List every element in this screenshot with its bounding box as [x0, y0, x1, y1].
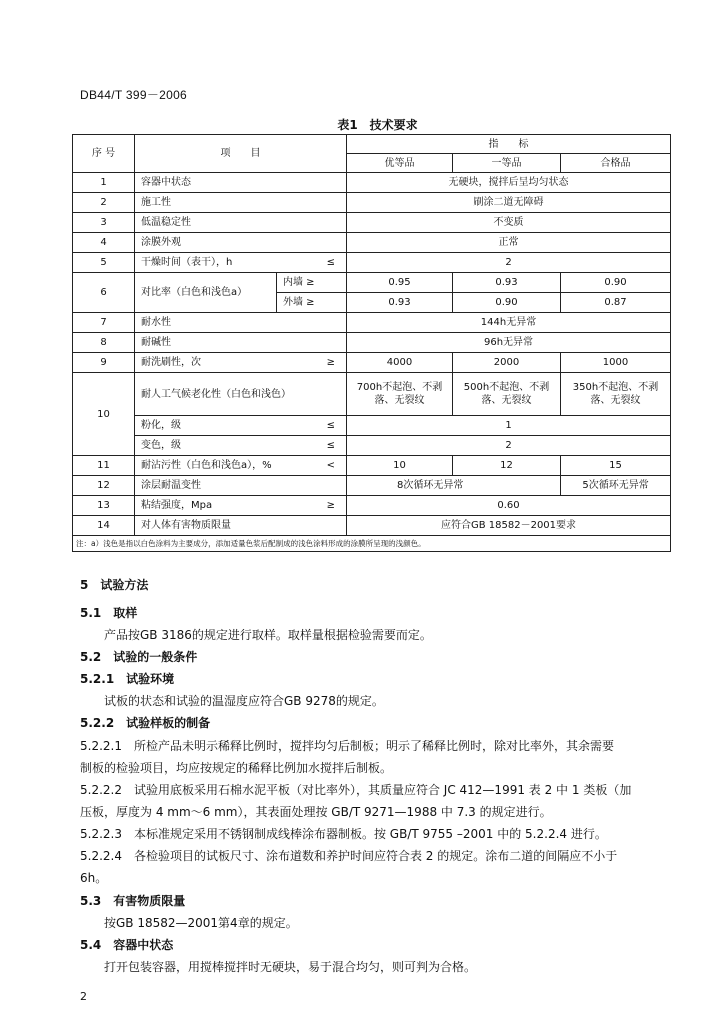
row-symbol: ≤ [326, 420, 335, 431]
row-item [135, 456, 347, 476]
row-no: 6 [73, 273, 135, 313]
row-item-label: 耐沾污性（白色和浅色a），% [141, 460, 272, 471]
section-heading: 5 试验方法 [80, 578, 149, 592]
row-no: 4 [73, 233, 135, 253]
row-item: 对比率（白色和浅色a） [135, 273, 277, 313]
row-value: 350h不起泡、不剥落、无裂纹 [561, 373, 671, 416]
row-item [135, 353, 347, 373]
row-item-label: 粉化，级 [141, 420, 181, 431]
row-item: 施工性 [135, 193, 347, 213]
row-value: 10 [347, 456, 453, 476]
standard-code: DB44/T 399－2006 [80, 88, 188, 102]
table-row [73, 353, 671, 373]
row-item [135, 253, 347, 273]
row-item: 低温稳定性 [135, 213, 347, 233]
row-no: 7 [73, 313, 135, 333]
row-value: 700h不起泡、不剥落、无裂纹 [347, 373, 453, 416]
table-row [73, 333, 671, 353]
col-header-item: 项 目 [135, 135, 347, 173]
row-symbol: ≤ [326, 440, 335, 451]
row-symbol: ≥ [326, 500, 335, 511]
table-row [73, 193, 671, 213]
row-value: 8次循环无异常 [347, 476, 561, 496]
row-item: 涂膜外观 [135, 233, 347, 253]
row-value: 15 [561, 456, 671, 476]
row-value: 500h不起泡、不剥落、无裂纹 [453, 373, 561, 416]
row-subitem [135, 436, 347, 456]
row-value: 无硬块，搅拌后呈均匀状态 [347, 173, 671, 193]
section-heading: 5.2.2 试验样板的制备 [80, 716, 211, 730]
row-no: 8 [73, 333, 135, 353]
section-heading: 5.1 取样 [80, 606, 138, 620]
row-no: 12 [73, 476, 135, 496]
row-item-label: 变色，级 [141, 440, 181, 451]
table-header-row [73, 135, 671, 154]
section-heading: 5.3 有害物质限量 [80, 894, 186, 908]
row-item: 容器中状态 [135, 173, 347, 193]
table-row [73, 456, 671, 476]
row-item: 耐人工气候老化性（白色和浅色） [135, 373, 347, 416]
paragraph: 5.2.2.2 试验用底板采用石棉水泥平板（对比率外），其质量应符合 JC 412—1991 表 2 中 1 类板（加 [80, 783, 632, 797]
table-row [73, 213, 671, 233]
row-no: 3 [73, 213, 135, 233]
row-item: 涂层耐温变性 [135, 476, 347, 496]
paragraph: 按GB 18582—2001第4章的规定。 [104, 916, 298, 930]
table-row [73, 233, 671, 253]
row-value: 144h无异常 [347, 313, 671, 333]
table-row [73, 416, 671, 436]
row-value: 0.90 [561, 273, 671, 293]
row-value: 不变质 [347, 213, 671, 233]
row-item-label: 干燥时间（表干），h [141, 257, 233, 268]
row-subitem: 内墙 ≥ [277, 273, 347, 293]
section-heading: 5.2.1 试验环境 [80, 672, 175, 686]
col-header-grade-first: 一等品 [453, 154, 561, 173]
paragraph: 5.2.2.4 各检验项目的试板尺寸、涂布道数和养护时间应符合表 2 的规定。涂布二道的间隔应不小于 [80, 849, 618, 863]
row-value: 0.93 [347, 293, 453, 313]
row-no: 13 [73, 496, 135, 516]
row-no: 10 [73, 373, 135, 456]
row-value: 正常 [347, 233, 671, 253]
col-header-grade-top: 优等品 [347, 154, 453, 173]
table-row [73, 436, 671, 456]
row-no: 2 [73, 193, 135, 213]
row-item: 耐碱性 [135, 333, 347, 353]
col-header-grade-pass: 合格品 [561, 154, 671, 173]
table-row [73, 273, 671, 293]
row-value: 96h无异常 [347, 333, 671, 353]
row-value: 4000 [347, 353, 453, 373]
row-no: 9 [73, 353, 135, 373]
row-subitem: 外墙 ≥ [277, 293, 347, 313]
table-title: 表1 技术要求 [337, 118, 418, 132]
row-value: 0.95 [347, 273, 453, 293]
table-row [73, 516, 671, 536]
row-item [135, 496, 347, 516]
row-item: 对人体有害物质限量 [135, 516, 347, 536]
row-item-label: 耐洗刷性，次 [141, 357, 201, 368]
row-value: 刷涂二道无障碍 [347, 193, 671, 213]
spec-table [72, 134, 671, 552]
row-value: 12 [453, 456, 561, 476]
paragraph: 6h。 [80, 871, 108, 885]
row-value: 1 [347, 416, 671, 436]
row-value: 2 [347, 253, 671, 273]
paragraph: 打开包装容器，用搅棒搅拌时无硬块，易于混合均匀，则可判为合格。 [104, 960, 477, 974]
row-value: 0.87 [561, 293, 671, 313]
row-item-label: 粘结强度，Mpa [141, 500, 213, 511]
table-row [73, 373, 671, 416]
row-value: 1000 [561, 353, 671, 373]
row-item: 耐水性 [135, 313, 347, 333]
paragraph: 产品按GB 3186的规定进行取样。取样量根据检验需要而定。 [104, 628, 432, 642]
row-no: 11 [73, 456, 135, 476]
table-row [73, 173, 671, 193]
table-note-row [73, 536, 671, 552]
paragraph: 制板的检验项目，均应按规定的稀释比例加水搅拌后制板。 [80, 761, 393, 775]
row-value: 2 [347, 436, 671, 456]
row-symbol: ≥ [326, 357, 335, 368]
paragraph: 5.2.2.1 所检产品未明示稀释比例时，搅拌均匀后制板；明示了稀释比例时，除对比率外，其余需要 [80, 739, 614, 753]
row-value: 2000 [453, 353, 561, 373]
page-number: 2 [80, 990, 87, 1003]
row-value: 0.60 [347, 496, 671, 516]
table-row [73, 253, 671, 273]
row-no: 1 [73, 173, 135, 193]
row-symbol: ≤ [326, 257, 335, 268]
row-value: 5次循环无异常 [561, 476, 671, 496]
row-no: 5 [73, 253, 135, 273]
table-row [73, 476, 671, 496]
paragraph: 5.2.2.3 本标准规定采用不锈钢制成线棒涂布器制板。按 GB/T 9755 –2001 中的 5.2.2.4 进行。 [80, 827, 607, 841]
paragraph: 试板的状态和试验的温湿度应符合GB 9278的规定。 [104, 694, 384, 708]
row-subitem [135, 416, 347, 436]
table-row [73, 313, 671, 333]
row-value: 0.90 [453, 293, 561, 313]
row-no: 14 [73, 516, 135, 536]
section-heading: 5.4 容器中状态 [80, 938, 174, 952]
paragraph: 压板，厚度为 4 mm～6 mm），其表面处理按 GB/T 9271—1988 中 7.3 的规定进行。 [80, 805, 552, 819]
row-symbol: < [326, 460, 335, 471]
table-note: 注：a）浅色是指以白色涂料为主要成分，添加适量色浆后配制成的浅色涂料形成的涂膜所呈现的浅颜色。 [73, 536, 671, 552]
col-header-index: 指 标 [347, 135, 671, 154]
col-header-no: 序 号 [73, 135, 135, 173]
section-heading: 5.2 试验的一般条件 [80, 650, 198, 664]
row-value: 0.93 [453, 273, 561, 293]
row-value: 应符合GB 18582－2001要求 [347, 516, 671, 536]
table-row [73, 496, 671, 516]
